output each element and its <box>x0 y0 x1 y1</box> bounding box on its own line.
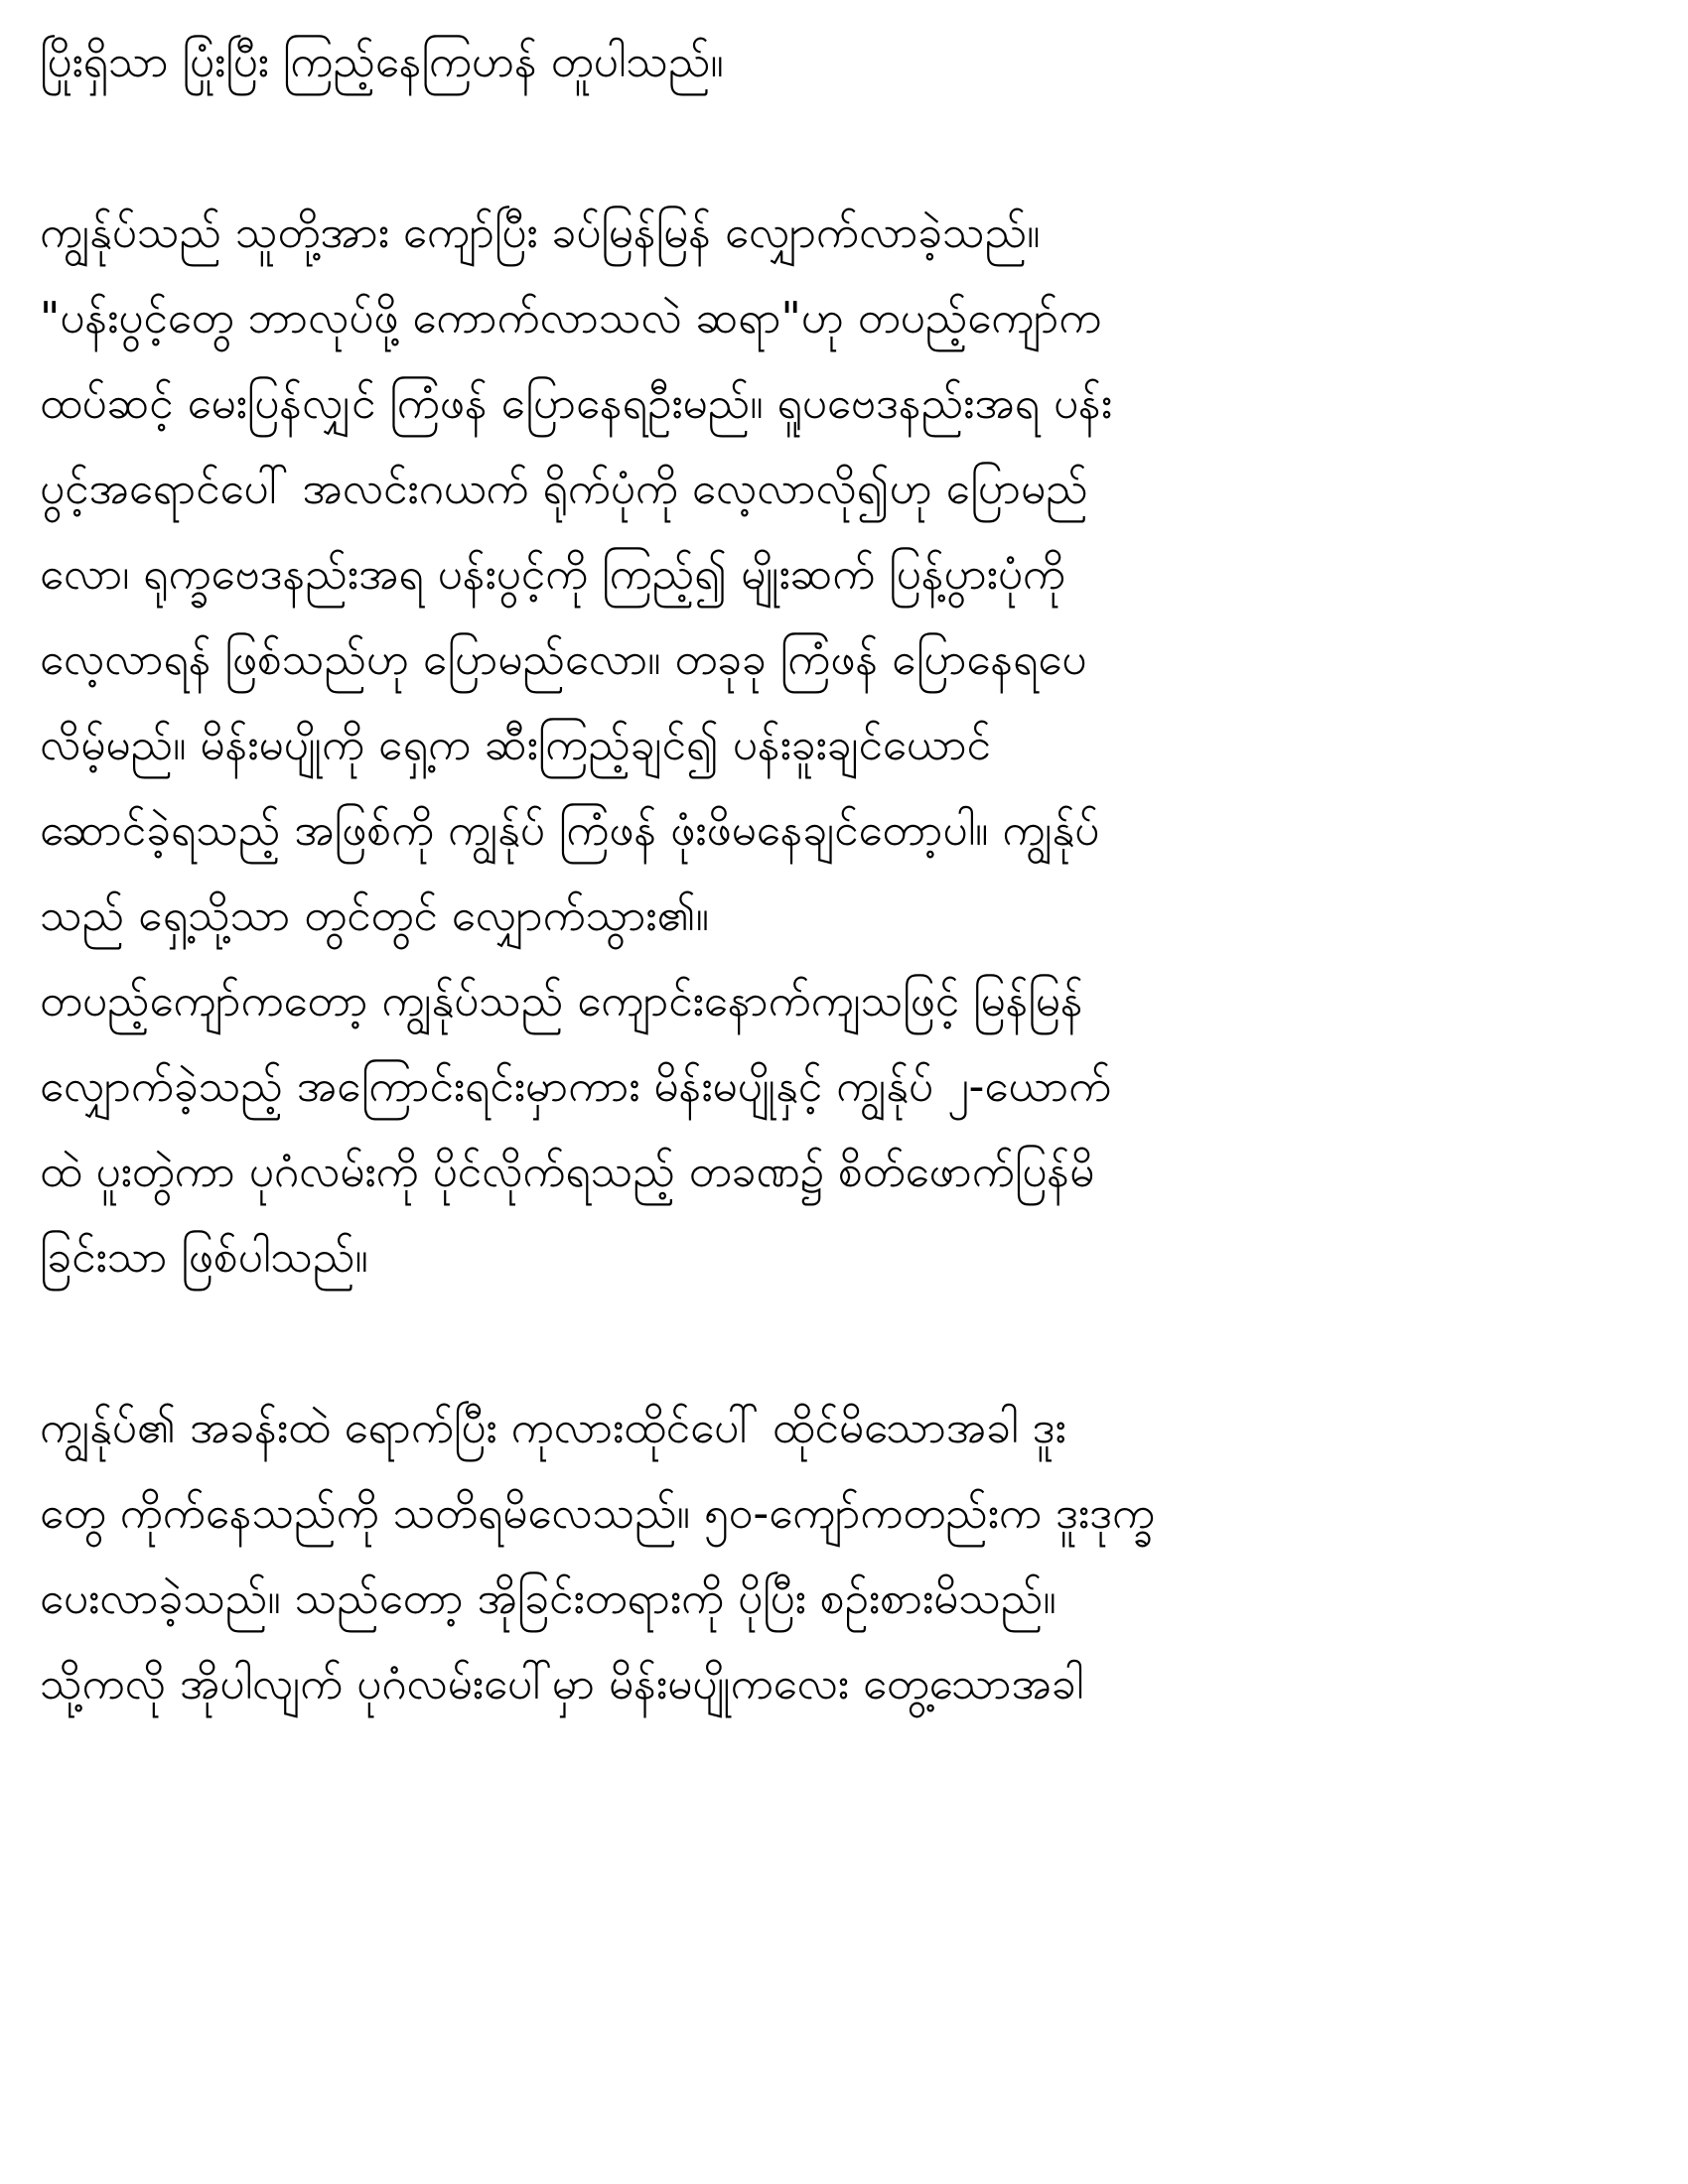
text-line: လော၊ ရုက္ခဗေဒနည်းအရ ပန်းပွင့်ကို ကြည့်၍ မျိုးဆက် ပြန့်ပွားပုံကို <box>40 549 1065 600</box>
text-line: လျှောက်ခဲ့သည့် အကြောင်းရင်းမှာကား မိန်းမပျိုနှင့် ကျွန်ုပ် ၂-ယောက် <box>40 1061 1112 1112</box>
text-line: ထပ်ဆင့် မေးပြန်လျှင် ကြံဖန် ပြောနေရဦးမည်။ ရူပဗေဒနည်းအရ ပန်း <box>40 378 1112 429</box>
text-line: ခြင်းသာ ဖြစ်ပါသည်။ <box>40 1232 368 1283</box>
text-line: ပေးလာခဲ့သည်။ သည်တော့ အိုခြင်းတရားကို ပိုပြီး စဉ်းစားမိသည်။ <box>40 1573 1056 1624</box>
text-line: ထဲ ပူးတွဲကာ ပုဂံလမ်းကို ပိုင်လိုက်ရသည့် တခဏ၌ စိတ်ဖောက်ပြန်မိ <box>40 1147 1095 1197</box>
text-line: တပည့်ကျော်ကတော့ ကျွန်ုပ်သည် ကျောင်းနောက်ကျသဖြင့် မြန်မြန် <box>40 976 1083 1026</box>
text-line: ကျွန်ုပ်သည် သူတို့အား ကျော်ပြီး ခပ်မြန်မြန် လျှောက်လာခဲ့သည်။ <box>40 207 1041 258</box>
text-line: ပွင့်အရောင်ပေါ် အလင်းဂယက် ရိုက်ပုံကို လေ့လာလို၍ဟု ပြောမည် <box>40 464 1088 514</box>
paragraph-gap <box>40 1300 1648 1386</box>
text-line: သို့ကလို အိုပါလျက် ပုဂံလမ်းပေါ်မှာ မိန်းမပျိုကလေး တွေ့သောအခါ <box>40 1659 1084 1709</box>
text-line: "ပန်းပွင့်တွေ ဘာလုပ်ဖို့ ကောက်လာသလဲ ဆရာ"ဟု တပည့်ကျော်က <box>40 293 1102 343</box>
paragraph-gap <box>40 105 1648 191</box>
text-line: လိမ့်မည်။ မိန်းမပျိုကို ရှေ့က ဆီးကြည့်ချင်၍ ပန်းခူးချင်ယောင် <box>40 720 991 770</box>
text-line: သည် ရှေ့သို့သာ တွင်တွင် လျှောက်သွား၏။ <box>40 890 709 941</box>
text-line: လေ့လာရန် ဖြစ်သည်ဟု ပြောမည်လော။ တခုခု ကြံဖန် ပြောနေရပေ <box>40 634 1087 685</box>
text-line: တွေ ကိုက်နေသည်ကို သတိရမိလေသည်။ ၅၀-ကျော်ကတည်းက ဒူးဒုက္ခ <box>40 1488 1156 1539</box>
text-line: ကျွန်ုပ်၏ အခန်းထဲ ရောက်ပြီး ကုလားထိုင်ပေါ် ထိုင်မိသောအခါ ဒူး <box>40 1403 1066 1453</box>
text-line: ဆောင်ခဲ့ရသည့် အဖြစ်ကို ကျွန်ုပ် ကြံဖန် ဖုံးဖိမနေချင်တော့ပါ။ ကျွန်ုပ် <box>40 805 1100 856</box>
document-page <box>40 20 1648 1727</box>
text-line: ပြိုးရှိသာ ပြုံးပြီး ကြည့်နေကြဟန် တူပါသည်။ <box>40 37 724 87</box>
